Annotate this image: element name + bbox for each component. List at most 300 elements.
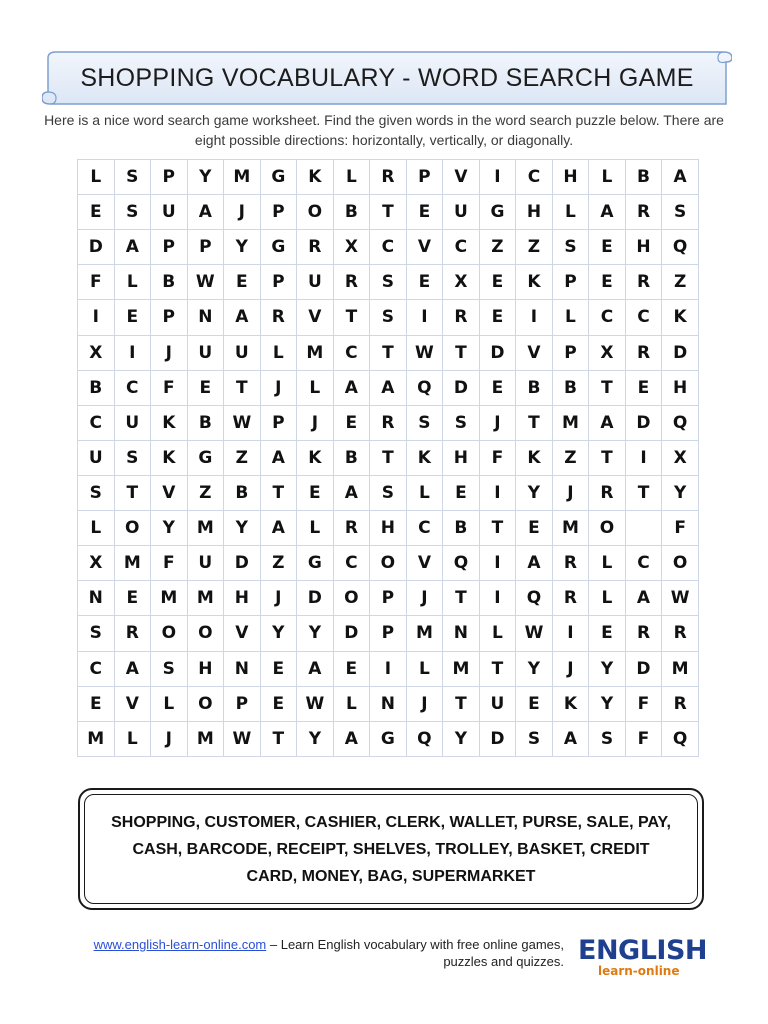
grid-cell: J bbox=[151, 721, 188, 756]
grid-cell: C bbox=[406, 511, 443, 546]
grid-cell: C bbox=[114, 370, 151, 405]
grid-cell: K bbox=[516, 265, 553, 300]
grid-cell: V bbox=[443, 160, 480, 195]
grid-cell: W bbox=[297, 686, 334, 721]
grid-cell: X bbox=[662, 440, 699, 475]
grid-cell: A bbox=[625, 581, 662, 616]
grid-cell: H bbox=[552, 160, 589, 195]
grid-cell: A bbox=[224, 300, 261, 335]
grid-cell: H bbox=[662, 370, 699, 405]
grid-cell: C bbox=[333, 335, 370, 370]
grid-cell: H bbox=[516, 195, 553, 230]
page-title: SHOPPING VOCABULARY - WORD SEARCH GAME bbox=[80, 63, 694, 92]
grid-cell: S bbox=[114, 160, 151, 195]
grid-cell: C bbox=[625, 300, 662, 335]
grid-cell: L bbox=[552, 195, 589, 230]
grid-cell: Z bbox=[479, 230, 516, 265]
grid-cell: E bbox=[224, 265, 261, 300]
grid-cell: Y bbox=[151, 511, 188, 546]
grid-row bbox=[78, 721, 699, 756]
grid-cell: E bbox=[78, 195, 115, 230]
grid-cell: J bbox=[479, 405, 516, 440]
grid-cell: D bbox=[625, 405, 662, 440]
grid-cell: A bbox=[114, 230, 151, 265]
grid-row bbox=[78, 511, 699, 546]
grid-cell: B bbox=[187, 405, 224, 440]
grid-cell: U bbox=[78, 440, 115, 475]
grid-cell: C bbox=[443, 230, 480, 265]
grid-cell: S bbox=[78, 616, 115, 651]
grid-cell: A bbox=[333, 370, 370, 405]
grid-cell: W bbox=[187, 265, 224, 300]
grid-cell: K bbox=[662, 300, 699, 335]
grid-cell: O bbox=[370, 546, 407, 581]
grid-cell: R bbox=[443, 300, 480, 335]
grid-cell: T bbox=[260, 721, 297, 756]
grid-cell: V bbox=[516, 335, 553, 370]
grid-cell: A bbox=[333, 475, 370, 510]
grid-cell: E bbox=[516, 686, 553, 721]
grid-cell: R bbox=[589, 475, 626, 510]
grid-cell: V bbox=[406, 546, 443, 581]
grid-cell: N bbox=[78, 581, 115, 616]
grid-cell: O bbox=[187, 616, 224, 651]
grid-cell: E bbox=[589, 230, 626, 265]
grid-cell: J bbox=[406, 686, 443, 721]
grid-cell: E bbox=[589, 265, 626, 300]
grid-cell: G bbox=[260, 160, 297, 195]
grid-cell: E bbox=[479, 265, 516, 300]
grid-cell: A bbox=[370, 370, 407, 405]
grid-cell: M bbox=[443, 651, 480, 686]
grid-cell: V bbox=[114, 686, 151, 721]
grid-cell: C bbox=[333, 546, 370, 581]
grid-cell: Q bbox=[662, 230, 699, 265]
grid-cell: R bbox=[625, 265, 662, 300]
grid-cell: A bbox=[589, 195, 626, 230]
grid-cell: L bbox=[406, 651, 443, 686]
grid-cell: B bbox=[552, 370, 589, 405]
grid-cell: Q bbox=[662, 721, 699, 756]
grid-cell: L bbox=[114, 721, 151, 756]
grid-cell: Y bbox=[224, 230, 261, 265]
grid-cell: P bbox=[187, 230, 224, 265]
grid-cell: J bbox=[406, 581, 443, 616]
grid-row bbox=[78, 335, 699, 370]
grid-cell: S bbox=[516, 721, 553, 756]
grid-cell: G bbox=[297, 546, 334, 581]
grid-cell: E bbox=[297, 475, 334, 510]
grid-row bbox=[78, 616, 699, 651]
grid-cell: P bbox=[151, 230, 188, 265]
grid-cell: Z bbox=[662, 265, 699, 300]
grid-cell: R bbox=[552, 546, 589, 581]
letter-grid-table bbox=[77, 159, 699, 757]
grid-cell: E bbox=[114, 581, 151, 616]
grid-cell: J bbox=[552, 651, 589, 686]
grid-cell: U bbox=[443, 195, 480, 230]
grid-cell: W bbox=[516, 616, 553, 651]
grid-cell: S bbox=[662, 195, 699, 230]
grid-cell: D bbox=[479, 335, 516, 370]
grid-cell: T bbox=[589, 440, 626, 475]
grid-cell: L bbox=[260, 335, 297, 370]
grid-cell: T bbox=[479, 511, 516, 546]
grid-cell: A bbox=[187, 195, 224, 230]
grid-cell: T bbox=[443, 686, 480, 721]
grid-cell: K bbox=[297, 440, 334, 475]
grid-cell: U bbox=[187, 335, 224, 370]
grid-cell: M bbox=[662, 651, 699, 686]
grid-cell: C bbox=[516, 160, 553, 195]
grid-cell: S bbox=[589, 721, 626, 756]
grid-cell: M bbox=[114, 546, 151, 581]
grid-cell: L bbox=[114, 265, 151, 300]
grid-cell: R bbox=[625, 335, 662, 370]
grid-cell: C bbox=[78, 405, 115, 440]
grid-cell: R bbox=[625, 616, 662, 651]
grid-cell: E bbox=[406, 195, 443, 230]
grid-cell: Z bbox=[260, 546, 297, 581]
grid-cell: B bbox=[78, 370, 115, 405]
grid-cell: R bbox=[333, 511, 370, 546]
grid-cell: N bbox=[224, 651, 261, 686]
grid-cell: F bbox=[479, 440, 516, 475]
grid-cell: S bbox=[114, 440, 151, 475]
english-learn-online-logo bbox=[578, 935, 707, 980]
grid-cell: Y bbox=[297, 616, 334, 651]
grid-cell: S bbox=[443, 405, 480, 440]
grid-cell: P bbox=[260, 265, 297, 300]
grid-cell: G bbox=[370, 721, 407, 756]
grid-cell: E bbox=[187, 370, 224, 405]
grid-row bbox=[78, 230, 699, 265]
grid-cell: F bbox=[625, 686, 662, 721]
grid-cell: F bbox=[662, 511, 699, 546]
grid-cell: V bbox=[297, 300, 334, 335]
grid-row bbox=[78, 686, 699, 721]
grid-cell: J bbox=[224, 195, 261, 230]
grid-cell: I bbox=[479, 160, 516, 195]
grid-cell: X bbox=[78, 546, 115, 581]
grid-cell: X bbox=[78, 335, 115, 370]
grid-cell: Z bbox=[552, 440, 589, 475]
grid-cell: T bbox=[370, 440, 407, 475]
grid-cell: L bbox=[589, 160, 626, 195]
title-banner bbox=[42, 48, 732, 108]
grid-cell: R bbox=[114, 616, 151, 651]
grid-cell: L bbox=[589, 581, 626, 616]
grid-cell: O bbox=[662, 546, 699, 581]
grid-cell: L bbox=[406, 475, 443, 510]
grid-cell: L bbox=[479, 616, 516, 651]
grid-cell: H bbox=[625, 230, 662, 265]
grid-row bbox=[78, 160, 699, 195]
grid-cell: Y bbox=[443, 721, 480, 756]
grid-cell: P bbox=[151, 300, 188, 335]
grid-cell: T bbox=[479, 651, 516, 686]
website-link[interactable]: www.english-learn-online.com bbox=[93, 937, 267, 952]
grid-cell: I bbox=[479, 546, 516, 581]
grid-cell: S bbox=[151, 651, 188, 686]
grid-cell: P bbox=[260, 195, 297, 230]
grid-cell: I bbox=[370, 651, 407, 686]
grid-cell: O bbox=[297, 195, 334, 230]
grid-cell: Y bbox=[516, 475, 553, 510]
grid-cell: L bbox=[333, 160, 370, 195]
word-list-frame bbox=[84, 794, 698, 904]
grid-row bbox=[78, 370, 699, 405]
grid-cell bbox=[625, 511, 662, 546]
grid-cell: P bbox=[224, 686, 261, 721]
grid-cell: K bbox=[151, 440, 188, 475]
grid-cell: A bbox=[662, 160, 699, 195]
grid-cell: B bbox=[333, 195, 370, 230]
grid-cell: M bbox=[297, 335, 334, 370]
grid-cell: V bbox=[151, 475, 188, 510]
grid-cell: H bbox=[443, 440, 480, 475]
grid-cell: C bbox=[370, 230, 407, 265]
grid-row bbox=[78, 195, 699, 230]
grid-cell: Z bbox=[224, 440, 261, 475]
grid-cell: A bbox=[260, 440, 297, 475]
grid-cell: M bbox=[187, 511, 224, 546]
grid-cell: A bbox=[297, 651, 334, 686]
grid-cell: L bbox=[151, 686, 188, 721]
grid-cell: V bbox=[224, 616, 261, 651]
grid-row bbox=[78, 265, 699, 300]
grid-cell: R bbox=[662, 686, 699, 721]
grid-cell: E bbox=[479, 300, 516, 335]
grid-cell: R bbox=[370, 160, 407, 195]
grid-cell: E bbox=[625, 370, 662, 405]
grid-cell: O bbox=[333, 581, 370, 616]
grid-cell: P bbox=[260, 405, 297, 440]
grid-cell: E bbox=[333, 405, 370, 440]
grid-cell: Z bbox=[516, 230, 553, 265]
grid-cell: I bbox=[479, 581, 516, 616]
grid-cell: T bbox=[370, 335, 407, 370]
grid-cell: U bbox=[151, 195, 188, 230]
grid-cell: Z bbox=[187, 475, 224, 510]
grid-cell: Q bbox=[443, 546, 480, 581]
grid-cell: M bbox=[552, 405, 589, 440]
grid-cell: D bbox=[78, 230, 115, 265]
grid-cell: E bbox=[78, 686, 115, 721]
grid-cell: D bbox=[625, 651, 662, 686]
grid-cell: H bbox=[224, 581, 261, 616]
grid-cell: J bbox=[297, 405, 334, 440]
grid-cell: E bbox=[260, 686, 297, 721]
grid-cell: K bbox=[552, 686, 589, 721]
grid-cell: R bbox=[662, 616, 699, 651]
grid-cell: Q bbox=[406, 721, 443, 756]
grid-cell: G bbox=[479, 195, 516, 230]
grid-cell: D bbox=[662, 335, 699, 370]
grid-cell: H bbox=[370, 511, 407, 546]
grid-cell: E bbox=[589, 616, 626, 651]
grid-cell: I bbox=[406, 300, 443, 335]
grid-cell: D bbox=[479, 721, 516, 756]
grid-cell: B bbox=[625, 160, 662, 195]
grid-cell: O bbox=[589, 511, 626, 546]
grid-cell: Q bbox=[516, 581, 553, 616]
footer-text bbox=[78, 936, 564, 970]
grid-cell: T bbox=[443, 335, 480, 370]
grid-cell: E bbox=[516, 511, 553, 546]
grid-cell: T bbox=[114, 475, 151, 510]
grid-cell: W bbox=[224, 405, 261, 440]
grid-row bbox=[78, 651, 699, 686]
grid-cell: W bbox=[662, 581, 699, 616]
grid-cell: O bbox=[151, 616, 188, 651]
grid-cell: R bbox=[333, 265, 370, 300]
grid-cell: Y bbox=[297, 721, 334, 756]
grid-cell: T bbox=[589, 370, 626, 405]
grid-cell: Y bbox=[589, 686, 626, 721]
intro-text: Here is a nice word search game worksheet. Find the given words in the word search puzzle below. There are eight possible directions: horizontally, vertically, or diagonally. bbox=[44, 112, 724, 148]
grid-cell: U bbox=[114, 405, 151, 440]
grid-cell: O bbox=[114, 511, 151, 546]
grid-cell: E bbox=[479, 370, 516, 405]
logo-sub-text: learn-online bbox=[598, 964, 680, 978]
grid-cell: C bbox=[625, 546, 662, 581]
grid-cell: B bbox=[443, 511, 480, 546]
grid-cell: S bbox=[78, 475, 115, 510]
grid-cell: S bbox=[552, 230, 589, 265]
grid-cell: M bbox=[406, 616, 443, 651]
grid-cell: X bbox=[333, 230, 370, 265]
grid-cell: E bbox=[333, 651, 370, 686]
grid-cell: Q bbox=[662, 405, 699, 440]
grid-cell: A bbox=[589, 405, 626, 440]
grid-cell: T bbox=[625, 475, 662, 510]
grid-row bbox=[78, 475, 699, 510]
footer-description: – Learn English vocabulary with free online games, puzzles and quizzes. bbox=[266, 937, 564, 969]
grid-cell: J bbox=[151, 335, 188, 370]
grid-cell: S bbox=[370, 265, 407, 300]
grid-row bbox=[78, 300, 699, 335]
grid-row bbox=[78, 405, 699, 440]
grid-cell: P bbox=[370, 616, 407, 651]
grid-cell: M bbox=[151, 581, 188, 616]
grid-cell: L bbox=[297, 511, 334, 546]
grid-cell: B bbox=[333, 440, 370, 475]
grid-cell: F bbox=[151, 370, 188, 405]
grid-cell: P bbox=[552, 335, 589, 370]
grid-cell: B bbox=[224, 475, 261, 510]
grid-cell: L bbox=[589, 546, 626, 581]
grid-cell: P bbox=[552, 265, 589, 300]
grid-cell: X bbox=[589, 335, 626, 370]
grid-cell: R bbox=[625, 195, 662, 230]
grid-cell: G bbox=[260, 230, 297, 265]
grid-cell: U bbox=[297, 265, 334, 300]
grid-cell: J bbox=[260, 581, 297, 616]
grid-cell: C bbox=[589, 300, 626, 335]
grid-cell: B bbox=[151, 265, 188, 300]
grid-cell: Y bbox=[187, 160, 224, 195]
grid-cell: G bbox=[187, 440, 224, 475]
grid-cell: Y bbox=[224, 511, 261, 546]
grid-cell: E bbox=[260, 651, 297, 686]
grid-cell: U bbox=[479, 686, 516, 721]
grid-cell: D bbox=[443, 370, 480, 405]
grid-cell: T bbox=[443, 581, 480, 616]
grid-cell: I bbox=[552, 616, 589, 651]
logo-main-text: ENGLISH bbox=[578, 935, 707, 966]
grid-cell: I bbox=[479, 475, 516, 510]
grid-cell: L bbox=[333, 686, 370, 721]
grid-cell: F bbox=[78, 265, 115, 300]
grid-cell: L bbox=[78, 160, 115, 195]
grid-row bbox=[78, 440, 699, 475]
grid-cell: T bbox=[370, 195, 407, 230]
grid-cell: L bbox=[552, 300, 589, 335]
word-search-grid bbox=[77, 159, 699, 757]
grid-cell: Y bbox=[589, 651, 626, 686]
grid-cell: J bbox=[260, 370, 297, 405]
grid-cell: V bbox=[406, 230, 443, 265]
grid-cell: I bbox=[516, 300, 553, 335]
grid-cell: I bbox=[625, 440, 662, 475]
grid-cell: P bbox=[151, 160, 188, 195]
grid-cell: W bbox=[224, 721, 261, 756]
grid-cell: K bbox=[297, 160, 334, 195]
grid-cell: R bbox=[260, 300, 297, 335]
grid-row bbox=[78, 546, 699, 581]
grid-cell: H bbox=[187, 651, 224, 686]
grid-cell: K bbox=[516, 440, 553, 475]
grid-cell: Y bbox=[260, 616, 297, 651]
grid-cell: E bbox=[114, 300, 151, 335]
grid-cell: F bbox=[151, 546, 188, 581]
grid-cell: N bbox=[443, 616, 480, 651]
grid-cell: M bbox=[552, 511, 589, 546]
grid-cell: A bbox=[552, 721, 589, 756]
grid-cell: P bbox=[406, 160, 443, 195]
grid-cell: O bbox=[187, 686, 224, 721]
grid-cell: M bbox=[224, 160, 261, 195]
grid-cell: R bbox=[552, 581, 589, 616]
grid-cell: S bbox=[370, 300, 407, 335]
grid-cell: C bbox=[78, 651, 115, 686]
grid-cell: A bbox=[333, 721, 370, 756]
grid-cell: T bbox=[333, 300, 370, 335]
grid-cell: F bbox=[625, 721, 662, 756]
grid-cell: W bbox=[406, 335, 443, 370]
grid-cell: N bbox=[187, 300, 224, 335]
grid-cell: D bbox=[224, 546, 261, 581]
grid-cell: E bbox=[443, 475, 480, 510]
grid-cell: K bbox=[151, 405, 188, 440]
grid-cell: X bbox=[443, 265, 480, 300]
grid-cell: U bbox=[224, 335, 261, 370]
grid-cell: Y bbox=[662, 475, 699, 510]
grid-cell: A bbox=[516, 546, 553, 581]
grid-cell: A bbox=[260, 511, 297, 546]
grid-cell: Q bbox=[406, 370, 443, 405]
grid-cell: T bbox=[260, 475, 297, 510]
grid-cell: R bbox=[297, 230, 334, 265]
grid-cell: M bbox=[78, 721, 115, 756]
grid-cell: R bbox=[370, 405, 407, 440]
grid-cell: A bbox=[114, 651, 151, 686]
word-list-box bbox=[78, 788, 704, 910]
word-list: SHOPPING, CUSTOMER, CASHIER, CLERK, WALLET, PURSE, SALE, PAY, CASH, BARCODE, RECEIPT, SHELVES, TROLLEY, BASKET, CREDIT CARD, MONEY, BAG, SUPERMARKET bbox=[111, 813, 671, 885]
grid-cell: E bbox=[406, 265, 443, 300]
grid-cell: T bbox=[224, 370, 261, 405]
